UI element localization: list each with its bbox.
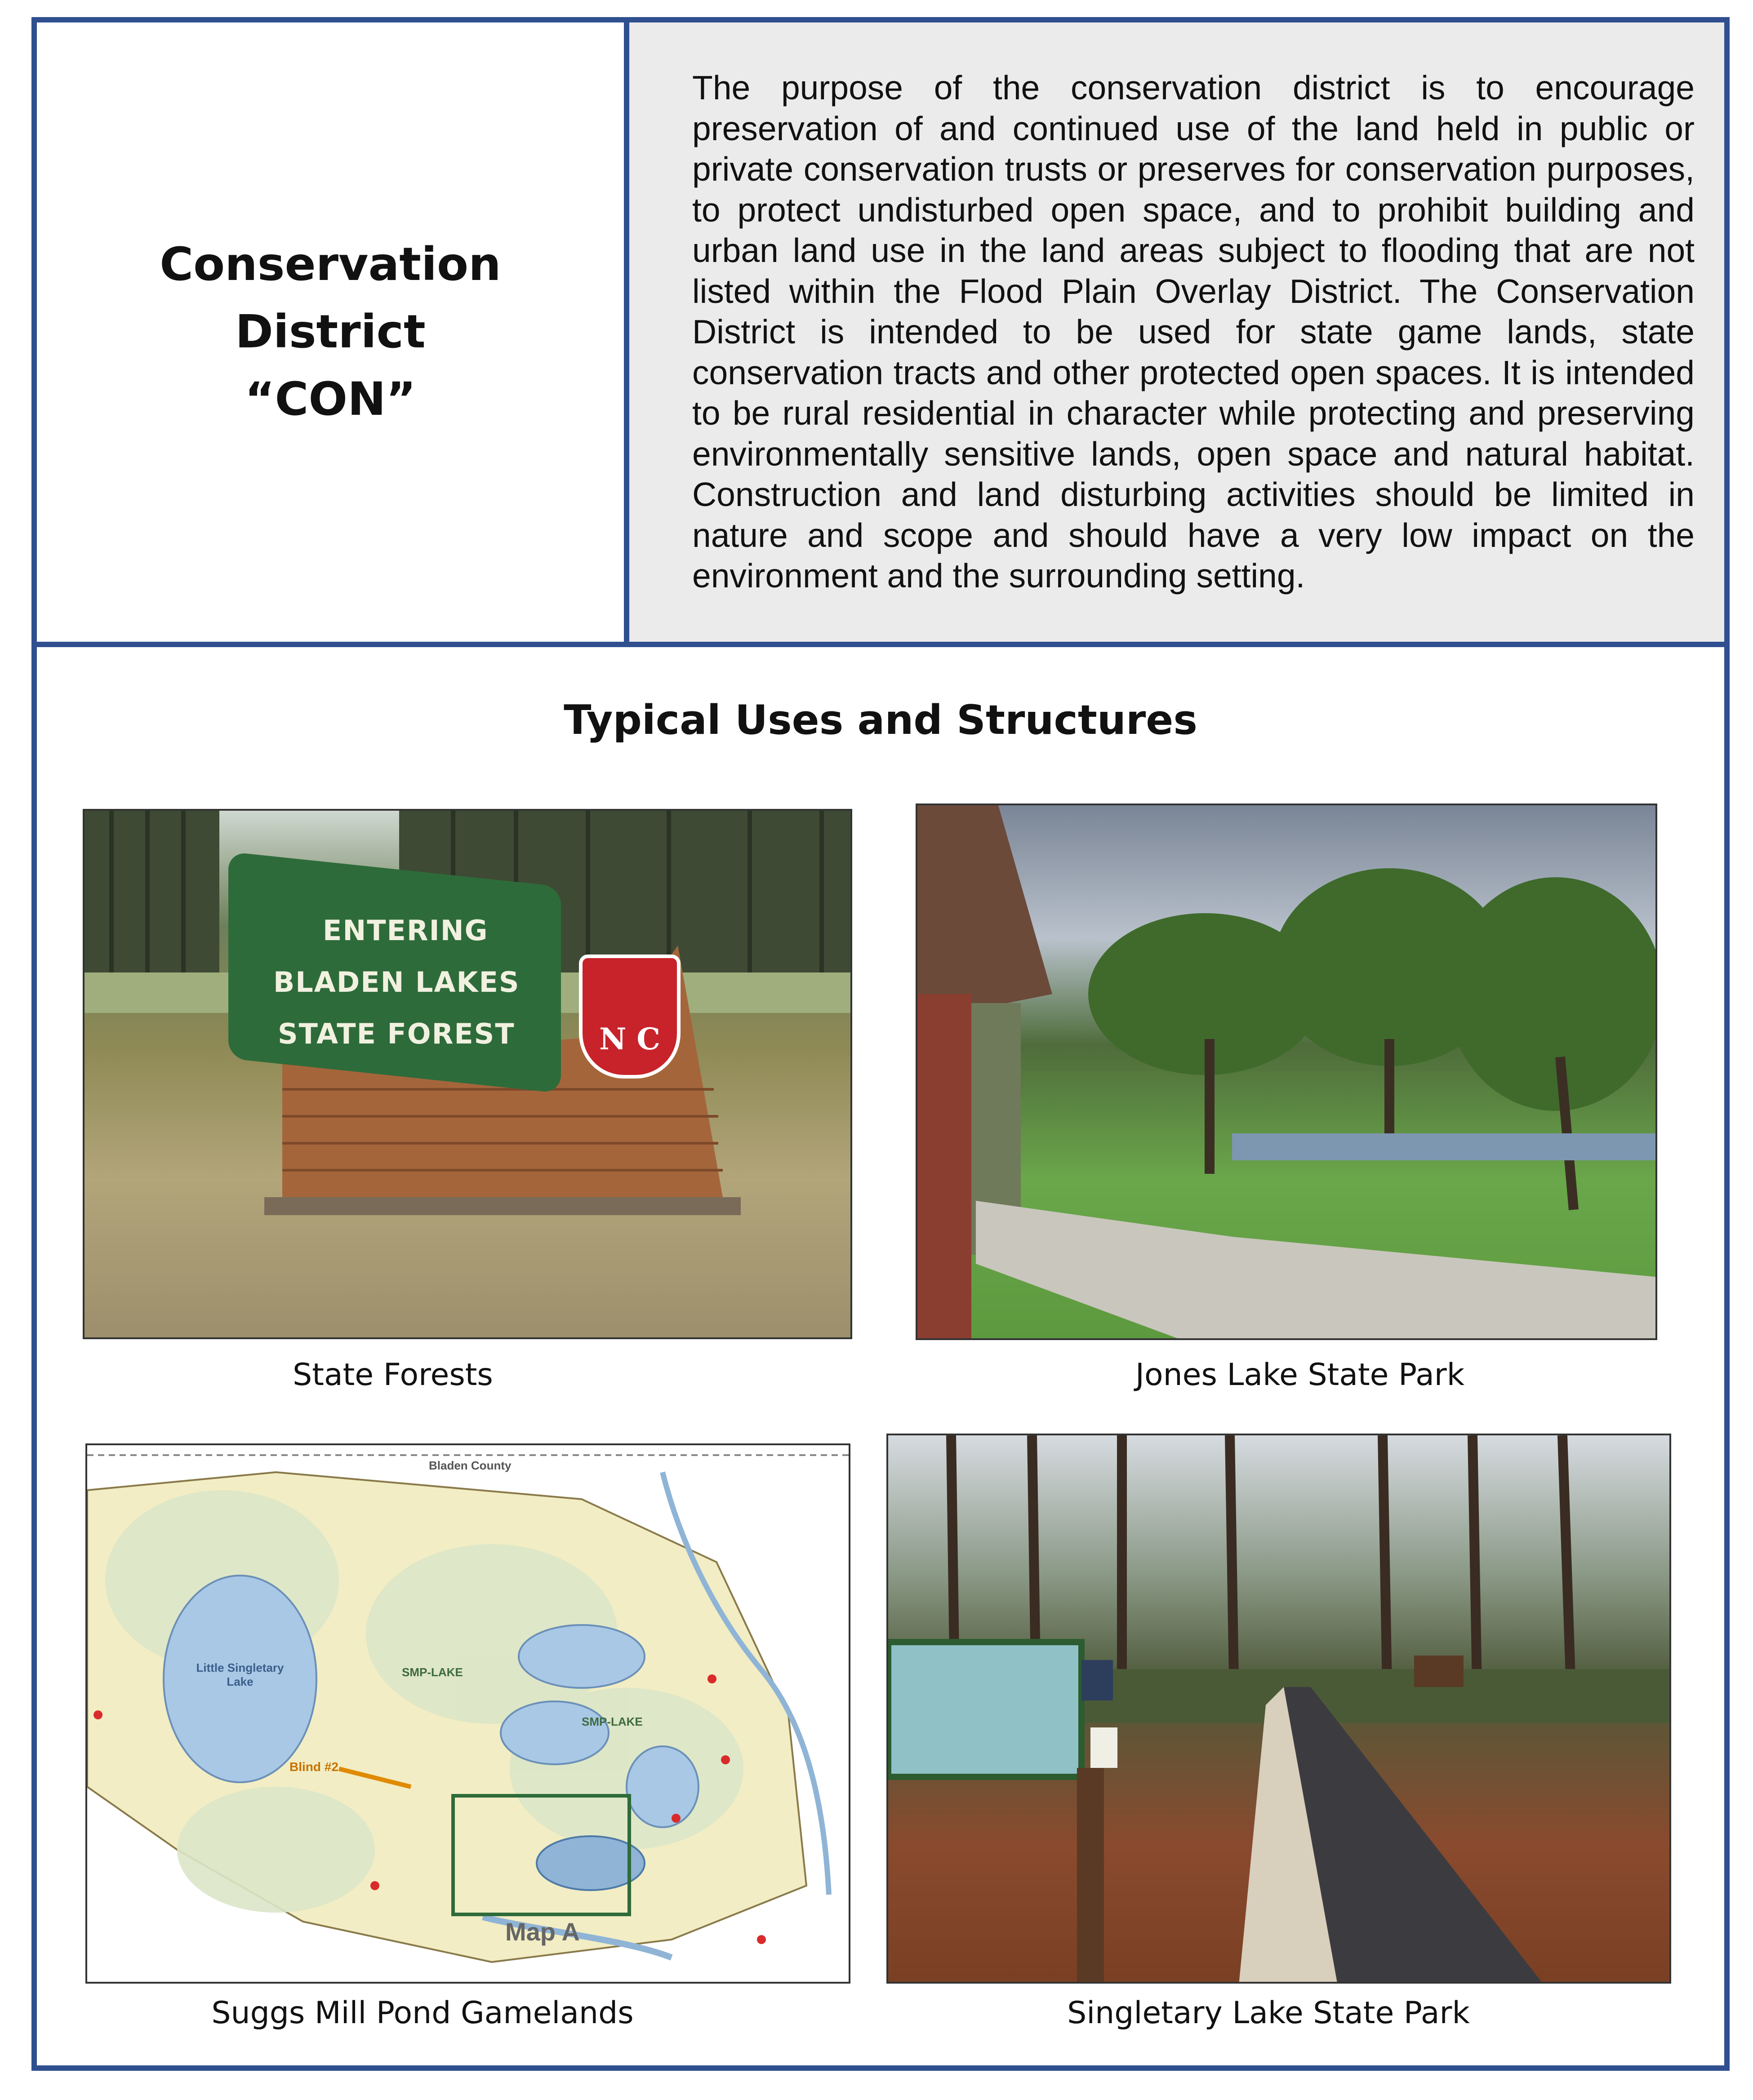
caption-singletary-lake: Singletary Lake State Park (1067, 1995, 1470, 2031)
sign-line-1: ENTERING (323, 914, 489, 947)
map-smp-label-1: SMP-LAKE (402, 1665, 463, 1679)
singletary-lake-photo (886, 1434, 1671, 1984)
map-smp-label-2: SMP-LAKE (582, 1715, 643, 1728)
district-description-cell (629, 22, 1724, 642)
trail-scene-graphic (888, 1435, 1671, 1984)
caption-state-forests: State Forests (293, 1357, 493, 1393)
forest-service-shield-icon: N C (579, 955, 681, 1079)
district-title-line1: Conservation (160, 238, 501, 291)
district-title-line2: District (235, 305, 426, 359)
map-lake-label: Little Singletary Lake (196, 1661, 284, 1688)
sign-line-2: BLADEN LAKES (273, 966, 520, 999)
district-title-line3: “CON” (245, 373, 416, 426)
park-scene-graphic (917, 805, 1657, 1340)
caption-suggs-mill: Suggs Mill Pond Gamelands (211, 1995, 634, 2031)
map-county-label: Bladen County (429, 1459, 512, 1472)
district-title (160, 231, 501, 433)
page-frame (31, 17, 1730, 2071)
section-divider (37, 642, 1724, 647)
sign-line-3: STATE FOREST (278, 1017, 515, 1050)
map-blind-label: Blind #2 (289, 1760, 338, 1774)
district-description: The purpose of the conservation district is to encourage preservation of and continued use of the land held in public or private conservation trusts or preserves for conservation purposes, to protect undisturbed open space, and to prohibit building and urban land use in the land areas subject to flooding that are not listed within the Flood Plain Overlay District. The Conservation District is intended to be used for state game lands, state conservation tracts and other protected open spaces. It is intended to be rural residential in character while protecting and preserving environmentally sensitive lands, open space and natural habitat. Construction and land disturbing activities should be limited in nature and scope and should have a very low impact on the environment and the surrounding setting. (692, 69, 1695, 595)
caption-jones-lake: Jones Lake State Park (1135, 1357, 1465, 1393)
district-title-cell (37, 22, 629, 642)
jones-lake-photo (916, 804, 1657, 1340)
suggs-mill-map (85, 1443, 850, 1984)
map-inset-label: Map A (505, 1918, 580, 1946)
section-title: Typical Uses and Structures (564, 697, 1197, 744)
state-forest-photo (83, 809, 852, 1339)
gamelands-map-graphic (87, 1445, 850, 1984)
